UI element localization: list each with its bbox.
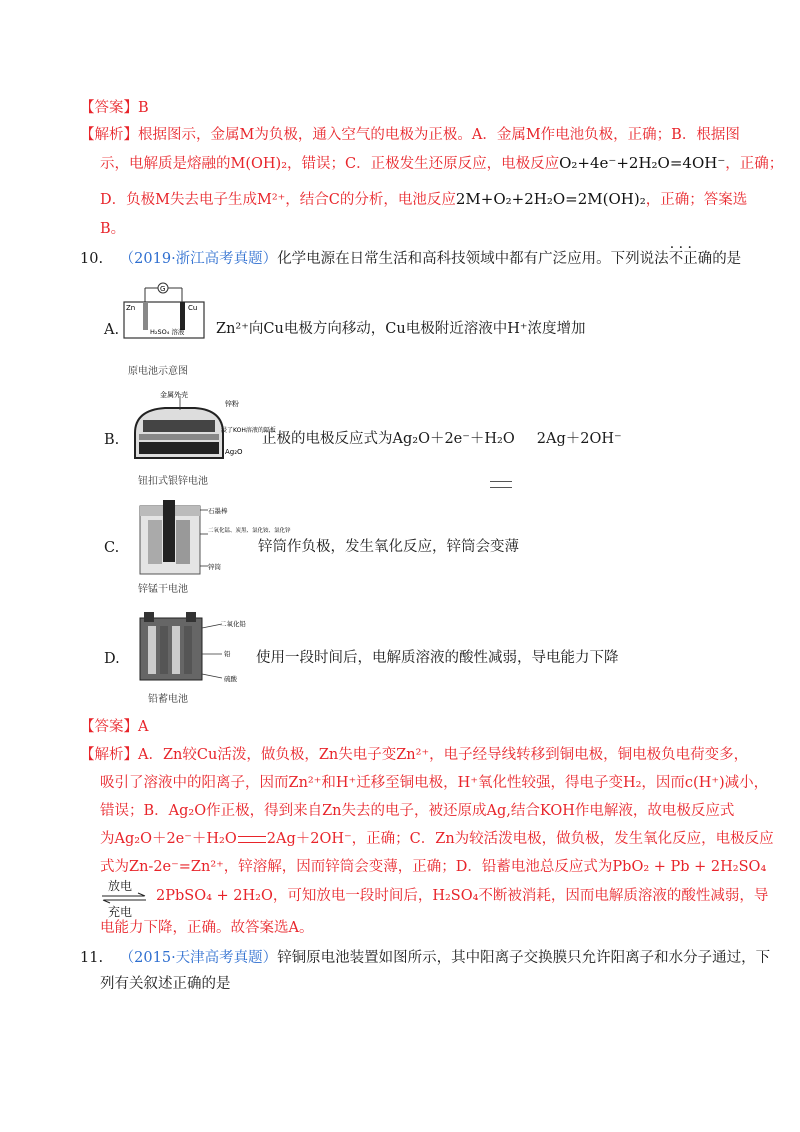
mixture-label: 二氧化锰、炭黑、氯化铵、氯化锌 (208, 528, 291, 534)
metal-shell-label: 金属外壳 (160, 391, 188, 399)
option-a-label: A. (104, 322, 120, 338)
figure-caption-b: 钮扣式银锌电池 (138, 476, 208, 487)
q9-analysis-text: 示，电解质是熔融的M(OH)₂，错误；C．正极发生还原反应，电极反应 (100, 156, 560, 172)
question-source: （2019·浙江高考真题） (119, 251, 278, 267)
question-number: 10. (80, 251, 104, 267)
figure-caption-d: 铅蓄电池 (148, 694, 188, 705)
option-d-text: 使用一段时间后，电解质溶液的酸性减弱，导电能力下降 (256, 650, 619, 666)
ag2o-label: Ag₂O (225, 448, 243, 456)
option-b-label: B. (104, 432, 120, 448)
zinc-can-label: 锌筒 (208, 563, 221, 571)
q10-analysis-line-4 (100, 829, 774, 849)
q10-analysis-text: 2Ag＋2OH⁻，正确；C．Zn为较活泼电极，做负极，发生氧化反应，电极反应 (266, 831, 774, 847)
lead-acid-battery-figure (130, 604, 255, 686)
lead-label: 铅 (224, 650, 231, 658)
q9-analysis-line-4: B。 (100, 221, 126, 237)
q10-analysis-line-7: 电能力下降，正确。故答案选A。 (100, 920, 314, 936)
q9-analysis-text: ，正确；答案选 (645, 192, 748, 208)
question-stem-text: 的是 (712, 251, 742, 267)
q10-analysis-line-1: 【解析】A．Zn较Cu活泼，做负极，Zn失电子变Zn²⁺，电子经导线转移到铜电极，铜电极负电荷变多， (80, 747, 749, 763)
dry-cell-figure (130, 496, 291, 578)
zinc-powder-label: 锌粉 (225, 400, 239, 408)
option-b-text (262, 429, 622, 449)
reversible-arrow (100, 879, 148, 919)
option-a-text: Zn²⁺向Cu电极方向移动，Cu电极附近溶液中H⁺浓度增加 (216, 321, 586, 337)
emphasis-dots-text: · · · 不正确 (669, 251, 713, 267)
q9-analysis-line-2 (100, 153, 783, 174)
q10-answer: 【答案】A (80, 719, 149, 735)
q9-analysis-line-3 (100, 189, 747, 210)
q9-equation-overall: 2M+O₂+2H₂O=2M(OH)₂ (455, 190, 646, 208)
sulfuric-acid-label: 硫酸 (224, 675, 237, 683)
q10-analysis-text: 为Ag₂O＋2e⁻＋H₂O (100, 831, 237, 847)
charge-label: 充电 (108, 905, 133, 919)
q9-analysis-text: D．负极M失去电子生成M²⁺，结合C的分析，电池反应 (100, 192, 456, 208)
figure-caption-c: 锌锰干电池 (138, 584, 188, 595)
q9-analysis-line-1: 【解析】根据图示，金属M为负极，通入空气的电极为正极。A．金属M作电池负极，正确；B．根据图 (80, 127, 740, 143)
equilibrium-sign (490, 481, 512, 488)
question-stem-text: 锌铜原电池装置如图所示，其中阳离子交换膜只允许阳离子和水分子通过，下 (277, 950, 771, 966)
q10-analysis-line-5: 式为Zn-2e⁻=Zn²⁺，锌溶解，因而锌筒会变薄，正确；D．铅蓄电池总反应式为PbO₂ + Pb + 2H₂SO₄ (100, 859, 767, 875)
option-b-text-part1: 正极的电极反应式为Ag₂O＋2e⁻＋H₂O (262, 431, 515, 447)
zn-electrode-label: Zn (126, 304, 136, 312)
question-number: 11. (80, 950, 104, 966)
question-stem-text: 化学电源在日常生活和高科技领域中都有广泛应用。下列说法 (277, 251, 669, 267)
option-b-text-part2: 2Ag＋2OH⁻ (536, 431, 622, 447)
q10-analysis-line-6: 2PbSO₄ + 2H₂O，可知放电一段时间后，H₂SO₄不断被消耗，因而电解质溶液的酸性减弱，导 (156, 888, 769, 904)
q9-analysis-text: ，正确； (725, 156, 784, 172)
q9-answer: 【答案】B (80, 100, 149, 116)
q11-stem-line-2: 列有关叙述正确的是 (100, 976, 231, 992)
option-d-label: D. (104, 651, 120, 667)
option-c-text: 锌筒作负极，发生氧化反应，锌筒会变薄 (258, 539, 519, 555)
discharge-label: 放电 (108, 879, 133, 893)
pbo2-label: 二氧化铅 (220, 620, 246, 628)
button-cell-figure (125, 388, 276, 468)
q10-analysis-line-2: 吸引了溶液中的阳离子，因而Zn²⁺和H⁺迁移至铜电极，H⁺氧化性较强，得电子变H₂，因而c(H⁺)减小， (100, 775, 769, 791)
cu-electrode-label: Cu (188, 304, 198, 312)
q9-equation-cathode: O₂+4e⁻+2H₂O=4OH⁻ (559, 154, 726, 172)
solution-label: H₂SO₄ 溶液 (150, 328, 185, 336)
separator-label-text: 浸了KOH溶液的隔板 (221, 427, 276, 434)
q10-stem (80, 249, 741, 269)
galvanometer-g-label: G (160, 285, 166, 293)
question-source: （2015·天津高考真题） (119, 950, 278, 966)
q10-analysis-line-3: 错误；B．Ag₂O作正极，得到来自Zn失去的电子，被还原成Ag,结合KOH作电解液，故电极反应式 (100, 803, 735, 819)
figure-caption-a: 原电池示意图 (128, 366, 188, 377)
graphite-rod-label: 石墨棒 (208, 507, 228, 515)
equilibrium-sign (238, 836, 266, 843)
option-c-label: C. (104, 540, 120, 556)
q11-stem-line-1 (80, 948, 770, 968)
galvanic-cell-figure (120, 280, 210, 360)
arrow-icon (100, 893, 148, 903)
